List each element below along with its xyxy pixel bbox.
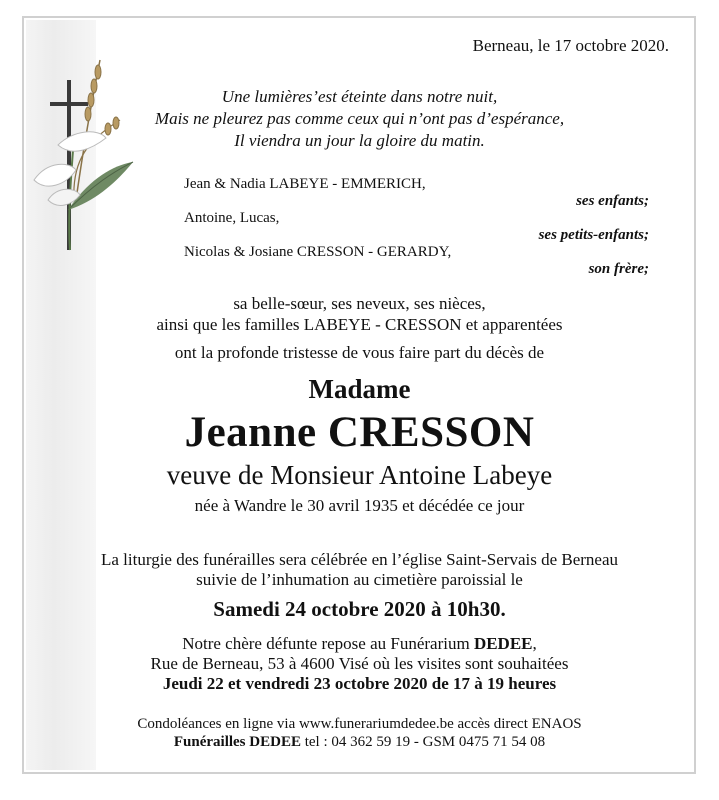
relatives-line-1: sa belle-sœur, ses neveux, ses nièces, — [233, 294, 486, 313]
brother-label: son frère; — [588, 261, 649, 277]
brother-names: Nicolas & Josiane CRESSON - GERARDY, — [184, 244, 452, 260]
birth-death-line: née à Wandre le 30 avril 1935 et décédée ce jour — [194, 496, 525, 515]
poem-line-2: Mais ne pleurez pas comme ceux qui n’ont pas d’espérance, — [154, 109, 565, 128]
grandchildren-label: ses petits-enfants; — [538, 227, 649, 243]
visiting-hours: Jeudi 22 et vendredi 23 octobre 2020 de 17 à 19 heures — [162, 674, 557, 693]
funerarium-name: DEDEE — [473, 634, 533, 653]
rest-line-1-suffix: , — [532, 634, 537, 653]
rest-line-1-text: Notre chère défunte repose au Funérarium — [182, 634, 474, 653]
contact-numbers: tel : 04 362 59 19 - GSM 0475 71 54 08 — [300, 734, 546, 750]
rest-line-2: Rue de Berneau, 53 à 4600 Visé où les visites sont souhaitées — [150, 654, 569, 673]
condolences-line: Condoléances en ligne via www.funerariumdedee.be accès direct ENAOS — [137, 716, 582, 732]
funeral-datetime: Samedi 24 octobre 2020 à 10h30. — [213, 597, 506, 621]
announcement: ont la profonde tristesse de vous faire part du décès de — [174, 343, 545, 362]
deceased-name: Jeanne CRESSON — [184, 409, 535, 456]
relatives-line-2: ainsi que les familles LABEYE - CRESSON et apparentées — [156, 315, 563, 334]
children-label: ses enfants; — [576, 193, 649, 209]
floral-cross-decoration — [28, 50, 138, 260]
contact-line — [0, 734, 719, 751]
widow-of-line: veuve de Monsieur Antoine Labeye — [166, 460, 553, 490]
children-names: Jean & Nadia LABEYE - EMMERICH, — [184, 176, 426, 192]
poem-line-1: Une lumières’est éteinte dans notre nuit, — [221, 87, 498, 106]
liturgy-line-1: La liturgie des funérailles sera célébrée en l’église Saint-Servais de Berneau — [100, 550, 619, 569]
date-line: Berneau, le 17 octobre 2020. — [472, 36, 669, 55]
liturgy-line-2: suivie de l’inhumation au cimetière paroissial le — [196, 570, 523, 589]
deceased-title: Madame — [308, 374, 411, 404]
company-name: Funérailles DEDEE — [173, 734, 301, 750]
grandchildren-names: Antoine, Lucas, — [184, 210, 280, 226]
poem-line-3: Il viendra un jour la gloire du matin. — [234, 131, 485, 150]
rest-line-1 — [0, 634, 719, 654]
